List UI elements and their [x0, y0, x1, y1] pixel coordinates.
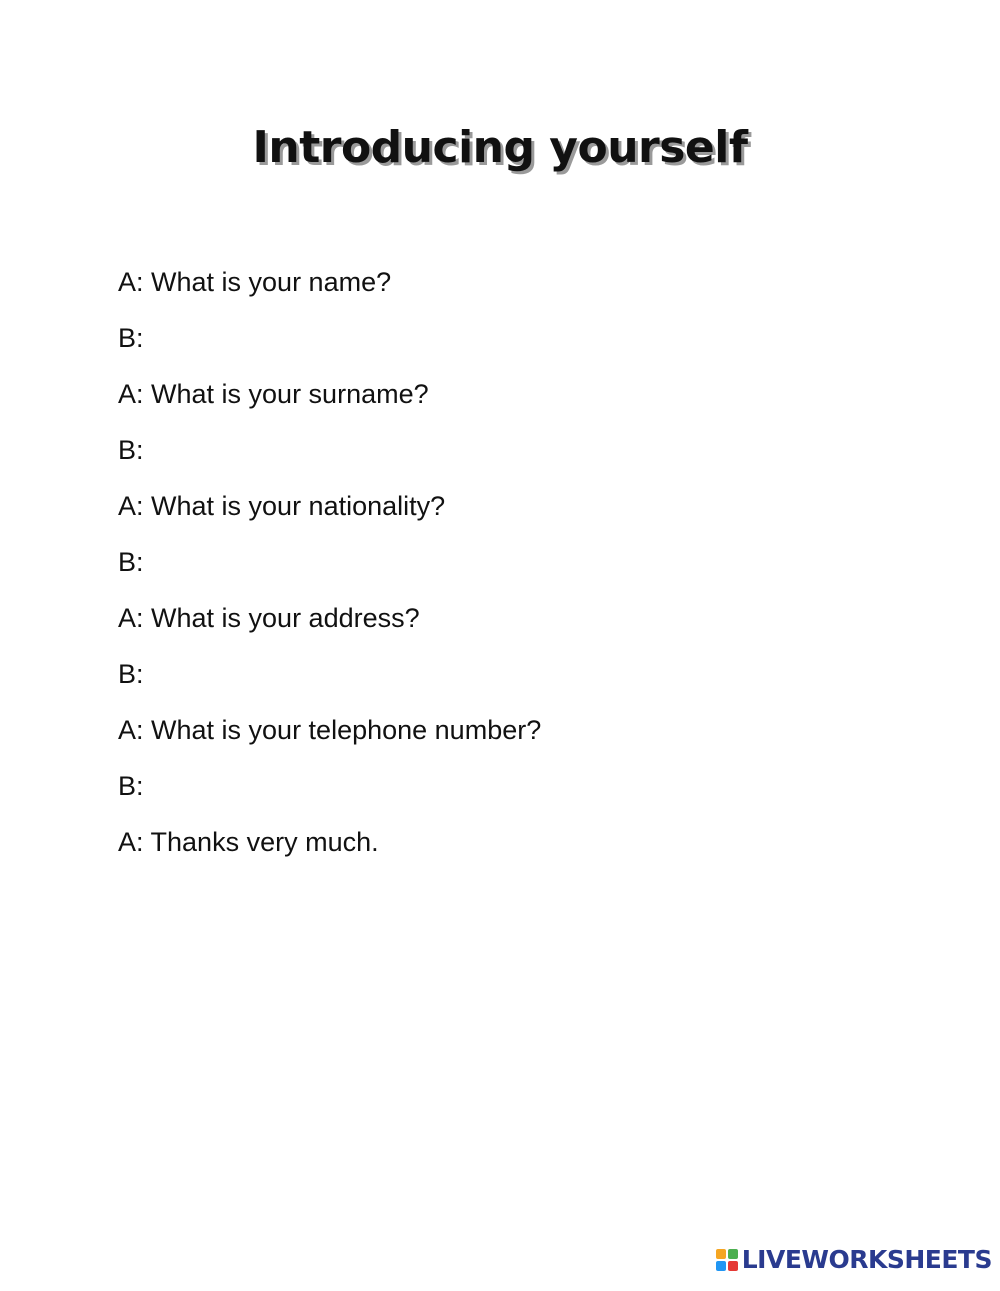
logo-text: LIVEWORKSHEETS — [741, 1245, 992, 1274]
dialogue-line: A: What is your address? — [118, 603, 420, 633]
dialogue-line: A: What is your surname? — [118, 379, 429, 409]
logo-tile-1 — [716, 1249, 726, 1259]
liveworksheets-logo-icon — [716, 1249, 738, 1271]
logo-tile-4 — [728, 1261, 738, 1271]
dialogue-line: A: What is your telephone number? — [118, 715, 542, 745]
logo-tile-2 — [728, 1249, 738, 1259]
dialogue-line: A: Thanks very much. — [118, 827, 379, 857]
dialogue-line: A: What is your name? — [118, 267, 392, 297]
dialogue-line: B: — [118, 547, 144, 577]
page-title: Introducing yourself — [252, 122, 748, 173]
dialogue-list — [118, 262, 541, 878]
dialogue-line: B: — [118, 435, 144, 465]
dialogue-line: B: — [118, 323, 144, 353]
logo-tile-3 — [716, 1261, 726, 1271]
dialogue-line: A: What is your nationality? — [118, 491, 446, 521]
dialogue-line: B: — [118, 659, 144, 689]
liveworksheets-logo[interactable] — [716, 1247, 992, 1273]
dialogue-line: B: — [118, 771, 144, 801]
